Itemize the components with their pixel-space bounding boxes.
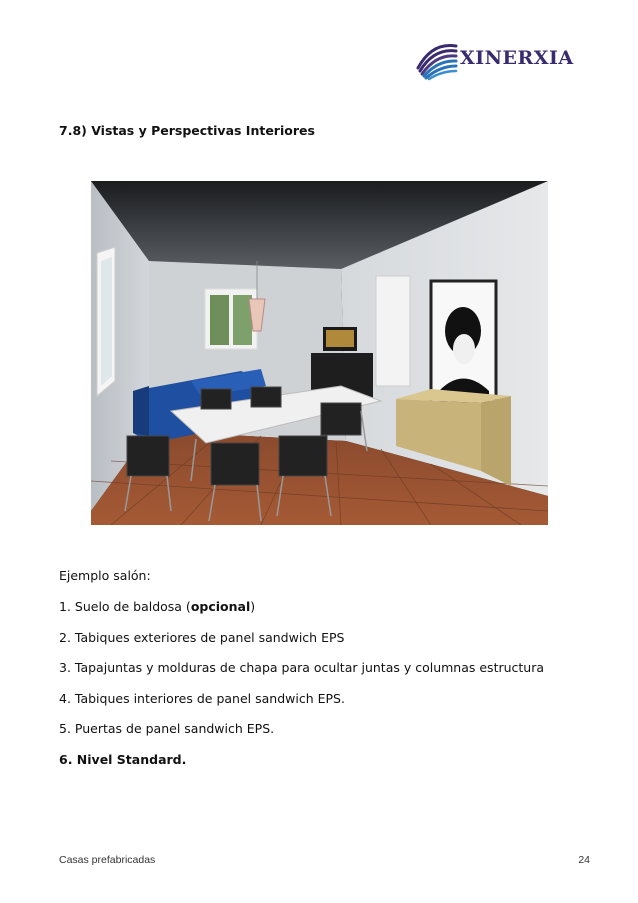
list-item: 4. Tabiques interiores de panel sandwich EPS. bbox=[59, 690, 345, 706]
footer-title: Casas prefabricadas bbox=[59, 854, 156, 866]
intro-text: Ejemplo salón: bbox=[59, 568, 151, 583]
features-list bbox=[59, 599, 544, 782]
xinerxia-logo-icon bbox=[412, 38, 460, 82]
list-item: 1. Suelo de baldosa (opcional) bbox=[59, 599, 256, 614]
list-item: 2. Tabiques exteriores de panel sandwich EPS bbox=[59, 629, 345, 645]
list-item: 5. Puertas de panel sandwich EPS. bbox=[59, 721, 275, 736]
brand-logo bbox=[412, 38, 602, 82]
list-item: 3. Tapajuntas y molduras de chapa para ocultar juntas y columnas estructura bbox=[59, 660, 545, 675]
emphasis-text: opcional bbox=[190, 599, 251, 614]
living-room-render bbox=[91, 181, 548, 525]
list-item: 6. Nivel Standard. bbox=[59, 751, 187, 767]
logo-text: XINERXIA bbox=[460, 47, 574, 69]
page-number: 24 bbox=[578, 854, 590, 866]
section-title: 7.8) Vistas y Perspectivas Interiores bbox=[59, 123, 315, 138]
